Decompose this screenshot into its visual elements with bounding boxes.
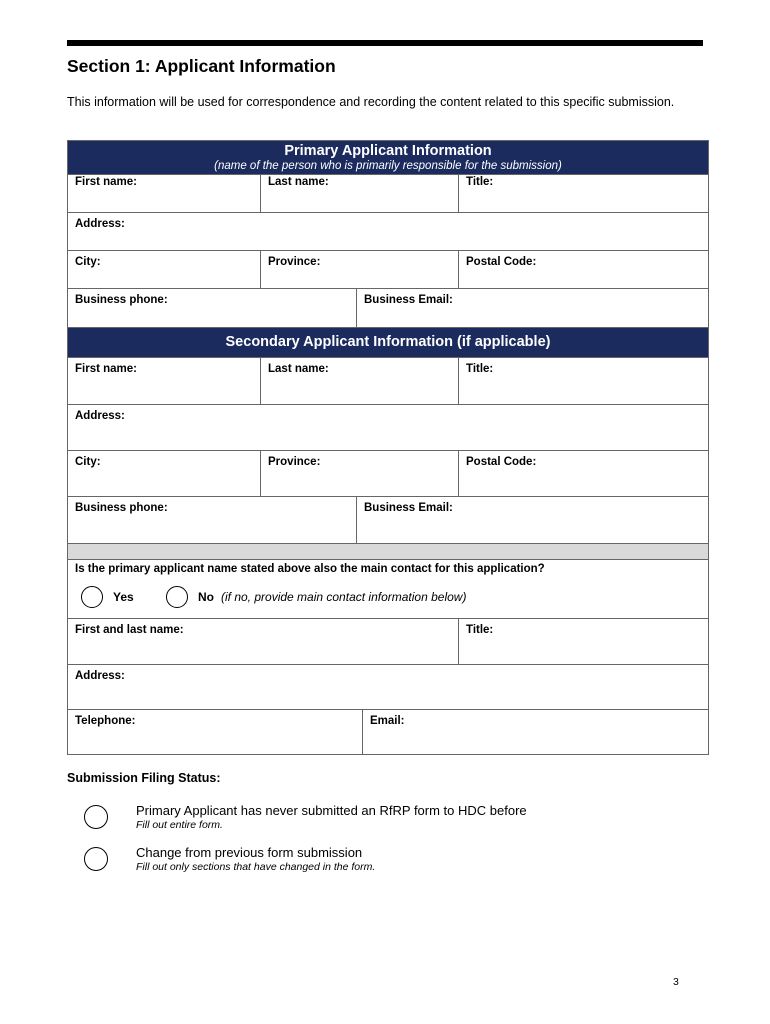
no-note: (if no, provide main contact information below) xyxy=(221,590,467,604)
separator-bar xyxy=(68,543,708,559)
contact-name-row xyxy=(68,618,708,664)
filing-change-label: Change from previous form submission xyxy=(136,845,363,860)
secondary-city-row xyxy=(68,450,708,496)
applicant-form xyxy=(67,140,709,755)
secondary-header xyxy=(68,327,708,357)
secondary-province-field[interactable]: Province: xyxy=(261,451,459,496)
secondary-address-row xyxy=(68,404,708,450)
contact-address-row xyxy=(68,664,708,709)
page-number: 3 xyxy=(673,976,679,988)
secondary-last-name-field[interactable]: Last name: xyxy=(261,358,459,404)
primary-first-name-field[interactable]: First name: xyxy=(68,175,261,212)
filing-status-title: Submission Filing Status: xyxy=(67,771,221,785)
secondary-heading: Secondary Applicant Information (if applicable) xyxy=(225,334,551,350)
yes-option[interactable] xyxy=(81,586,134,608)
filing-change-note: Fill out only sections that have changed in the form. xyxy=(136,861,376,873)
primary-address-field[interactable]: Address: xyxy=(75,218,125,230)
filing-option-change[interactable] xyxy=(84,845,375,873)
primary-business-email-field[interactable]: Business Email: xyxy=(364,294,453,306)
primary-business-phone-field[interactable]: Business phone: xyxy=(68,289,357,327)
yes-radio[interactable] xyxy=(81,586,103,608)
secondary-business-email-field[interactable]: Business Email: xyxy=(364,502,453,514)
primary-postal-code-field[interactable]: Postal Code: xyxy=(466,256,537,268)
primary-city-field[interactable]: City: xyxy=(68,251,261,288)
top-rule xyxy=(67,40,703,46)
primary-last-name-field[interactable]: Last name: xyxy=(261,175,459,212)
primary-city-row xyxy=(68,250,708,288)
secondary-business-phone-field[interactable]: Business phone: xyxy=(68,497,357,543)
filing-change-radio[interactable] xyxy=(84,847,108,871)
primary-subheading: (name of the person who is primarily responsible for the submission) xyxy=(214,160,562,172)
contact-phone-row xyxy=(68,709,708,755)
secondary-first-name-field[interactable]: First name: xyxy=(68,358,261,404)
secondary-city-field[interactable]: City: xyxy=(68,451,261,496)
primary-heading: Primary Applicant Information xyxy=(284,143,492,159)
contact-name-field[interactable]: First and last name: xyxy=(68,619,459,664)
main-contact-question: Is the primary applicant name stated above also the main contact for this application? xyxy=(75,563,545,575)
section-title: Section 1: Applicant Information xyxy=(67,56,336,76)
no-radio[interactable] xyxy=(166,586,188,608)
filing-new-note: Fill out entire form. xyxy=(136,819,223,831)
no-label: No xyxy=(198,590,214,604)
contact-email-field[interactable]: Email: xyxy=(370,715,405,727)
primary-header xyxy=(68,140,708,174)
secondary-postal-code-field[interactable]: Postal Code: xyxy=(466,456,537,468)
secondary-address-field[interactable]: Address: xyxy=(75,410,125,422)
contact-address-field[interactable]: Address: xyxy=(75,670,125,682)
primary-province-field[interactable]: Province: xyxy=(261,251,459,288)
filing-option-new[interactable] xyxy=(84,803,527,831)
primary-address-row xyxy=(68,212,708,250)
main-contact-question-row xyxy=(68,559,708,618)
secondary-title-field[interactable]: Title: xyxy=(466,363,494,375)
filing-new-label: Primary Applicant has never submitted an RfRP form to HDC before xyxy=(136,803,527,818)
intro-text: This information will be used for correspondence and recording the content related to this specific submission. xyxy=(67,95,675,109)
primary-name-row xyxy=(68,174,708,212)
primary-title-field[interactable]: Title: xyxy=(466,176,494,188)
primary-contact-row xyxy=(68,288,708,327)
secondary-name-row xyxy=(68,357,708,404)
contact-telephone-field[interactable]: Telephone: xyxy=(68,710,363,754)
yes-label: Yes xyxy=(113,590,134,604)
no-option[interactable] xyxy=(166,586,466,608)
contact-title-field[interactable]: Title: xyxy=(466,624,494,636)
secondary-contact-row xyxy=(68,496,708,543)
filing-new-radio[interactable] xyxy=(84,805,108,829)
